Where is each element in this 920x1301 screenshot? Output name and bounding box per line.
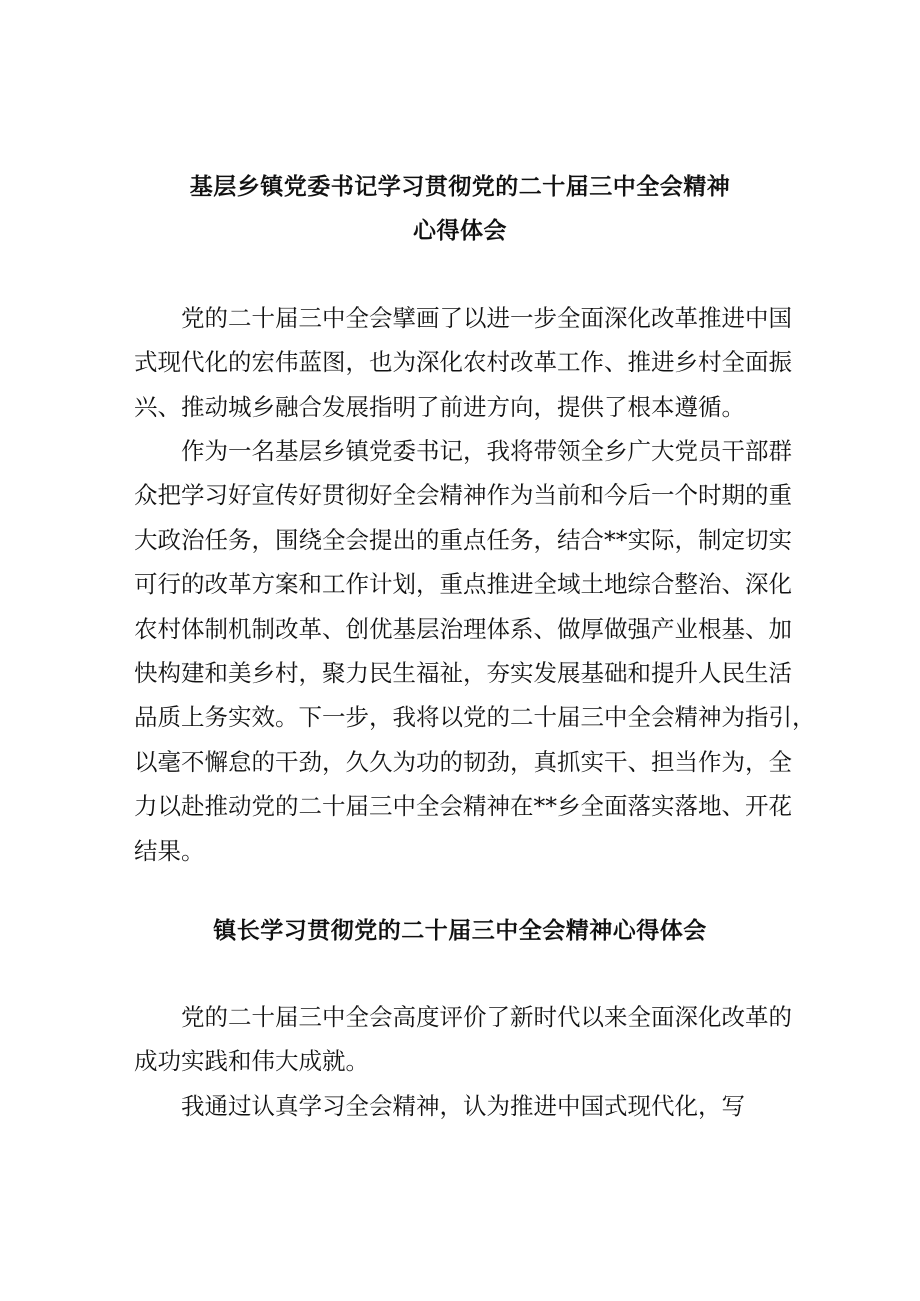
text-line: 兴、推动城乡融合发展指明了前进方向，提供了根本遵循。 [134, 392, 745, 421]
section2-paragraph-2 [134, 1084, 786, 1128]
section1-paragraph-2 [134, 429, 816, 873]
text-line: 众把学习好宣传好贯彻好全会精神作为当前和今后一个时期的重 [134, 481, 792, 510]
text-line: 快构建和美乡村，聚力民生福祉，夯实发展基础和提升人民生活 [134, 658, 792, 687]
text-line: 式现代化的宏伟蓝图，也为深化农村改革工作、推进乡村全面振 [134, 348, 792, 377]
section1-title-line2: 心得体会 [413, 218, 507, 244]
text-line: 可行的改革方案和工作计划，重点推进全域土地综合整治、深化 [134, 570, 792, 599]
section1-title-line1: 基层乡镇党委书记学习贯彻党的二十届三中全会精神 [189, 174, 731, 200]
text-line: 大政治任务，围绕全会提出的重点任务，结合**实际，制定切实 [134, 525, 792, 554]
text-line: 党的二十届三中全会擘画了以进一步全面深化改革推进中国 [181, 304, 792, 332]
text-line: 品质上务实效。下一步，我将以党的二十届三中全会精神为指引， [134, 703, 816, 732]
text-line: 作为一名基层乡镇党委书记，我将带领全乡广大党员干部群 [181, 437, 792, 465]
text-line: 以毫不懈怠的干劲，久久为功的韧劲，真抓实干、担当作为，全 [134, 747, 792, 776]
section1-paragraph-1 [134, 296, 792, 429]
text-line: 党的二十届三中全会高度评价了新时代以来全面深化改革的 [181, 1003, 792, 1031]
text-line: 成功实践和伟大成就。 [134, 1047, 369, 1076]
text-line: 农村体制机制改革、创优基层治理体系、做厚做强产业根基、加 [134, 614, 792, 643]
text-line: 我通过认真学习全会精神，认为推进中国式现代化，写 [181, 1092, 745, 1120]
section2-paragraph-1 [134, 995, 792, 1084]
text-line: 结果。 [134, 836, 205, 865]
text-line: 力以赴推动党的二十届三中全会精神在**乡全面落实落地、开花 [134, 792, 792, 821]
section2-title: 镇长学习贯彻党的二十届三中全会精神心得体会 [213, 918, 707, 944]
